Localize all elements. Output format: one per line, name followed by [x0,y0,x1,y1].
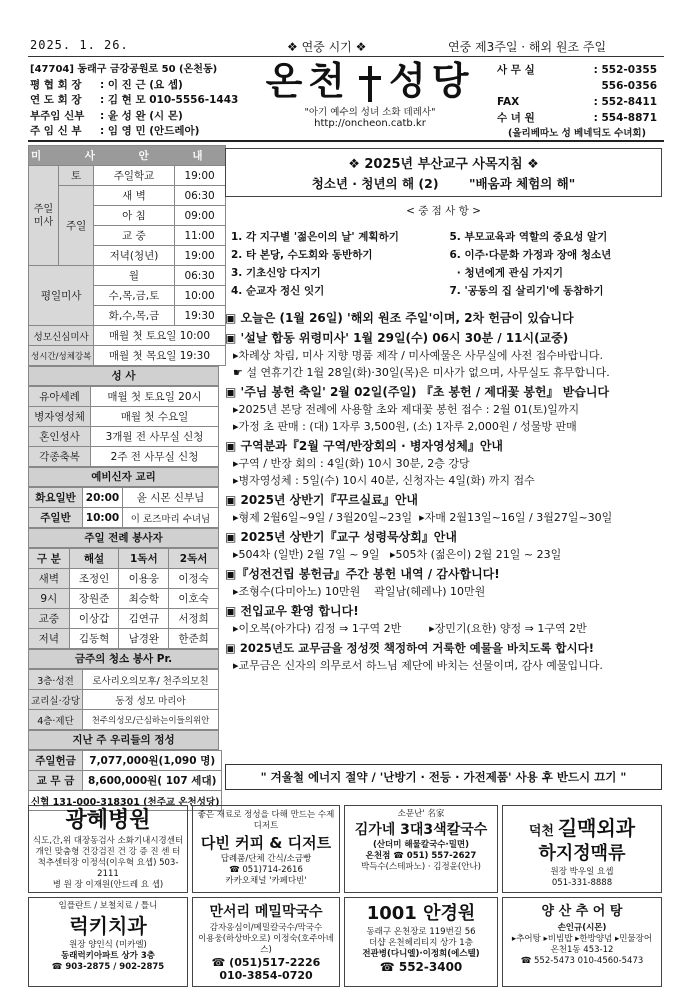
notice-heading: ▣ 2025년 상반기『교구 성령묵상회』안내 [225,530,457,544]
notice-line: ▸2025년 본당 전례에 사용할 초와 제대꽃 봉헌 접수 : 2월 01(토)일까지 [233,403,580,416]
cleaning-area: 3층·성전 [29,670,83,690]
ad-line: 하지정맥류 [538,843,626,864]
server-name: 최승학 [119,589,169,609]
left-sidebar [28,145,223,811]
server-name: 이정숙 [169,569,219,589]
staff-role: 연 도 회 장 [30,94,82,106]
special-mass-name: 성모신심미사 [29,326,94,346]
mass-day: 화,수,목,금 [94,306,174,326]
ad-line: 더샵 온천헤리티지 상가 1층 [369,938,473,948]
special-mass-name: 성시간/성체강복 [29,346,94,366]
mass-schedule-table [28,145,226,366]
ad-dental [28,897,188,987]
sacrament-name: 병자영성체 [29,407,91,427]
ad-line: 개인 맞춤형 건강검진 건 강 증 진 센 터 [35,847,181,857]
sunday-label: 주일 [58,186,93,266]
ad-line: 좋은 재료로 정성을 다해 만드는 수제 디저트 [197,810,335,831]
patron-motto: "아기 예수의 성녀 소화 데레사" [304,107,436,118]
sunday-name: 연중 제3주일 · 해외 원조 주일 [448,40,607,54]
server-slot: 새벽 [29,569,70,589]
sacrament-name: 각종축복 [29,447,91,467]
cross-icon [357,66,383,102]
key-point: 5. 부모교육과 역할의 중요성 알기 [449,231,608,243]
header-divider [28,56,664,57]
convent-name: (올리베따노 성 베네딕도 수녀회) [508,128,646,139]
staff-name: : 김 현 모 010-5556-1443 [100,94,239,106]
mass-time: 19:00 [174,246,225,266]
server-name: 김연규 [119,609,169,629]
contact-number: : 552-0355 [593,64,657,76]
mass-time: 06:30 [174,186,225,206]
notice-line: ▸교무금은 신자의 의무로서 하느님 제단에 바치는 선물이며, 감사 예물입니다. [233,659,603,672]
header-bottom-divider [28,140,664,142]
mass-title: 미 사 안 내 [29,146,226,166]
server-slot: 9시 [29,589,70,609]
ad-title: 길맥외과 [557,816,636,840]
mass-time: 11:00 [174,226,225,246]
class-teacher: 이 로즈마리 수녀님 [123,508,219,528]
ad-line: 051-331-8888 [551,878,613,888]
server-name: 한준희 [169,629,219,649]
energy-saving-banner: " 겨울철 에너지 절약 / '난방기 · 전등 · 가전제품' 사용 후 반드시 끄기 " [225,764,662,790]
notice-heading: ▣ '주님 봉헌 축일' 2월 02일(주일) 『초 봉헌 / 제대꽃 봉헌』 받습니다 [225,385,610,399]
bank-account: 신협 131-000-318301 (천주교 온천성당) [29,791,222,811]
ad-clinic [502,805,662,893]
ad-title: 김가네 3대3색칼국수 [354,822,488,838]
sacraments-title: 성 사 [28,366,219,386]
key-point: 4. 순교자 정신 잇기 [231,285,325,297]
liturgical-season: ❖ 연중 시기 ❖ [287,40,367,54]
notice-line: ▸병자영성체 : 5일(수) 10시 40분, 신청자는 4일(화) 까지 접수 [233,474,535,487]
notice-line: ▸구역 / 반장 회의 : 4일(화) 10시 30분, 2층 강당 [233,457,470,470]
sacrament-info: 매월 첫 토요일 20시 [91,387,219,407]
ad-line: 온천점 ☎ 051) 557-2627 [365,851,477,861]
server-name: 김동혁 [69,629,119,649]
main-content [225,148,662,674]
ad-restaurant [502,897,662,987]
notices [225,310,662,674]
server-name: 이용웅 [119,569,169,589]
notice-line: ▸조형수(다미아노) 10만원 곽일남(헤레나) 10만원 [233,585,486,598]
ad-buckwheat [192,897,340,987]
ad-line: 동래구 온천장로 119번길 56 [366,927,476,937]
sacrament-info: 2주 전 사무실 신청 [91,447,219,467]
class-name: 화요일반 [29,488,83,508]
cleaning-area: 4층·제단 [29,710,83,730]
cleaning-table [28,669,219,730]
ad-line: 원장 박우일 요셉 [550,867,614,877]
cleaning-group: 로사리오의모후/ 천주의모친 [83,670,219,690]
ad-line: ▸추어탕 ▸비빔밥 ▸한방양념 ▸민물장어 [511,934,653,944]
parish-logo [255,60,485,129]
server-name: 장원준 [69,589,119,609]
ad-line: 카카오채널 '카페다빈' [225,876,307,886]
ad-noodles [344,805,498,893]
ad-line: 원장 양인식 (미카엘) [69,940,147,950]
mass-day: 수,목,금,토 [94,286,174,306]
ad-line: 이용웅(하상바오로) 이정숙(호주아녜스) [198,934,334,955]
mass-time: 09:00 [174,206,225,226]
pastoral-guideline-box [225,148,662,197]
key-points [225,228,662,300]
staff-role: 평 협 회 장 [30,78,82,91]
server-name: 이호숙 [169,589,219,609]
ad-title: 양 산 추 어 탕 [541,904,623,919]
mass-name: 주일학교 [94,166,174,186]
catechumen-table [28,487,219,528]
key-points-heading: < 중 점 사 항 > [406,205,481,217]
class-name: 주일반 [29,508,83,528]
sacrament-name: 유아세례 [29,387,91,407]
notice-heading: ▣ 2025년도 교무금을 정성껏 책정하여 거룩한 예물을 바치도록 합시다! [225,641,594,655]
offering-amount: 8,600,000원( 107 세대) [83,771,222,791]
ad-line: ☎ (051)517-2226 [211,956,321,969]
mass-time: 19:00 [174,166,225,186]
guideline-theme: 청소년 · 청년의 해 (2) "배움과 체험의 해" [311,176,576,191]
logo-text-right: 성당 [389,59,475,103]
notice-heading: ▣ 구역분과『2월 구역/반장회의 · 병자영성체』안내 [225,439,503,453]
notice-line: ▸형제 2월6일~9일 / 3월20일~23일 ▸자매 2월13일~16일 / 3월27일~30일 [233,511,613,524]
key-point: 1. 각 지구별 '젊은이의 날' 계획하기 [231,231,399,243]
ad-line: 임플란트 / 보철치료 / 틀니 [58,901,158,911]
key-point: 2. 타 본당, 수도회와 동반하기 [231,249,373,261]
ad-line: ☎ 051)714-2616 [229,865,303,875]
ad-cafe [192,805,340,893]
weekday-mass-label: 평일미사 [29,266,94,326]
notice-heading: ▣ '설날 합동 위령미사' 1월 29일(수) 06시 30분 / 11시(교중) [225,331,569,345]
ad-line: ☎ 552-3400 [379,960,463,974]
offering-amount: 7,077,000원(1,090 명) [83,751,222,771]
ad-line: 전관병(다니엘)·이정희(에스텔) [362,949,480,959]
ad-title: 1001 안경원 [366,903,476,924]
notice-line: ▸차례상 차림, 미사 지향 명품 제작 / 미사예물은 사무실에 사전 접수바랍니다. [233,349,603,362]
server-slot: 저녁 [29,629,70,649]
parish-url[interactable]: http://oncheon.catb.kr [314,118,426,129]
notice-heading: ▣ 2025년 상반기『꾸르실료』안내 [225,493,419,507]
notice-line: ☛ 설 연휴기간 1월 28일(화)·30일(목)은 미사가 없으며, 사무실도 휴무합니다. [233,366,610,379]
special-mass-time: 매월 첫 토요일 10:00 [94,326,225,346]
servers-table [28,548,219,649]
servers-head: 1독서 [119,549,169,569]
server-name: 남경완 [119,629,169,649]
class-teacher: 윤 시몬 신부님 [123,488,219,508]
ad-line: ☎ 903-2875 / 902-2875 [51,962,165,972]
mass-time: 10:00 [174,286,225,306]
key-point: 6. 이주·다문화 가정과 장애 청소년 [449,249,612,261]
staff-role: 부주임 신부 [30,109,85,122]
ad-line: 손인규(시몬) [557,923,607,933]
staff-name: : 이 진 근 (요 셉) [100,78,183,91]
catechumen-title: 예비신자 교리 [28,467,219,487]
ad-title: 럭키치과 [69,914,147,938]
ad-hospital [28,805,188,893]
server-name: 조정인 [69,569,119,589]
sunday-mass-label: 주일미사 [29,166,59,266]
server-name: 서정희 [169,609,219,629]
servers-head: 2독서 [169,549,219,569]
special-mass-time: 매월 첫 목요일 19:30 [94,346,225,366]
ad-line: 온천1동 453-12 [550,945,614,955]
saturday-label: 토 [58,166,93,186]
guideline-title: ❖ 2025년 부산교구 사목지침 ❖ [348,157,539,172]
servers-head: 해설 [69,549,119,569]
key-point: 3. 기초신앙 다지기 [231,267,321,279]
ad-line: 소문난' 名家 [397,809,445,819]
contact-info [497,62,657,142]
contact-number: : 552-8411 [593,96,657,108]
ad-line: ☎ 552-5473 010-4560-5473 [520,956,644,966]
contact-number: : 554-8871 [593,112,657,124]
offering-table [28,750,222,811]
cleaning-group: 천주의성모/근심하는이들의위안 [83,710,219,730]
servers-title: 주일 전례 봉사자 [28,528,219,548]
servers-head: 구 분 [29,549,70,569]
ad-line: (산더미 해물칼국수·밀면) [372,840,470,850]
mass-name: 교 중 [94,226,174,246]
key-point: · 청년에게 관심 가지기 [449,267,564,279]
contact-number: 556-0356 [601,80,657,92]
bulletin-date: 2025. 1. 26. [30,38,129,52]
cleaning-group: 동정 성모 마리아 [83,690,219,710]
ad-line: 감자옹심이/메밀칼국수/막국수 [209,923,323,933]
mass-name: 저녁(청년) [94,246,174,266]
server-name: 이상갑 [69,609,119,629]
class-time: 20:00 [83,488,123,508]
ad-title: 광혜병원 [65,808,151,833]
offering-type: 주일헌금 [29,751,83,771]
sacrament-info: 3개월 전 사무실 신청 [91,427,219,447]
notice-heading: ▣ 전입교우 환영 합니다! [225,604,359,618]
notice-line: ▸이오복(아가다) 김정 ⇒ 1구역 2반 ▸장민기(요한) 양정 ⇒ 1구역 2반 [233,622,587,635]
class-time: 10:00 [83,508,123,528]
ad-line: 병 원 장 이재원(안드레 요 셉) [52,880,164,890]
staff-name: : 임 영 민 (안드레아) [100,125,200,137]
parish-address: [47704] 동래구 금강공원로 50 (온천동) [30,64,218,75]
mass-day: 월 [94,266,174,286]
ad-title: 만서리 메밀막국수 [209,904,323,920]
logo-text-left: 온천 [265,59,351,103]
notice-line: ▸가정 초 판매 : (대) 1자루 3,500원, (소) 1자루 2,000원 / 성물방 판매 [233,420,577,433]
parish-info [30,62,248,140]
contact-label: 수 녀 원 [497,112,535,124]
sacrament-name: 혼인성사 [29,427,91,447]
ad-line: 답례품/단체 간식/소금빵 [220,854,312,864]
ad-line: 식도,간,위 대장동검사 소화기내시경센터 [32,836,184,846]
mass-name: 새 벽 [94,186,174,206]
staff-role: 주 임 신 부 [30,125,82,137]
mass-name: 아 침 [94,206,174,226]
cleaning-title: 금주의 청소 봉사 Pr. [28,649,219,669]
mass-time: 19:30 [174,306,225,326]
notice-line: ▸504차 (일반) 2월 7일 ~ 9일 ▸505차 (젊은이) 2월 21일 ~ 23일 [233,548,562,561]
staff-name: : 윤 성 완 (시 몬) [100,109,183,122]
ad-title: 다빈 커피 & 디저트 [200,834,332,852]
key-point: 7. '공동의 집 살리기'에 동참하기 [449,285,604,297]
offering-type: 교 무 금 [29,771,83,791]
contact-label: FAX [497,96,520,108]
server-slot: 교중 [29,609,70,629]
ad-line: 동래럭키아파트 상가 3층 [61,951,155,961]
ad-line: 덕천 [528,824,554,839]
ad-optician [344,897,498,987]
notice-heading: ▣『성전건립 봉헌금』주간 봉헌 내역 / 감사합니다! [225,567,500,581]
ad-line: 010-3854-0720 [219,969,313,982]
cleaning-area: 교리실·강당 [29,690,83,710]
offering-title: 지난 주 우리들의 정성 [28,730,219,750]
ad-line: 박득수(스테파노) · 김정윤(안나) [361,862,481,872]
sacrament-info: 매월 첫 수요일 [91,407,219,427]
contact-label: 사 무 실 [497,64,535,76]
sacraments-table [28,386,219,467]
notice-heading: ▣ 오늘은 (1월 26일) '해외 원조 주일'이며, 2차 헌금이 있습니다 [225,311,574,325]
mass-time: 06:30 [174,266,225,286]
ad-line: 척추센터장 이정석(이우혁 요셉) 503-2111 [37,858,179,879]
